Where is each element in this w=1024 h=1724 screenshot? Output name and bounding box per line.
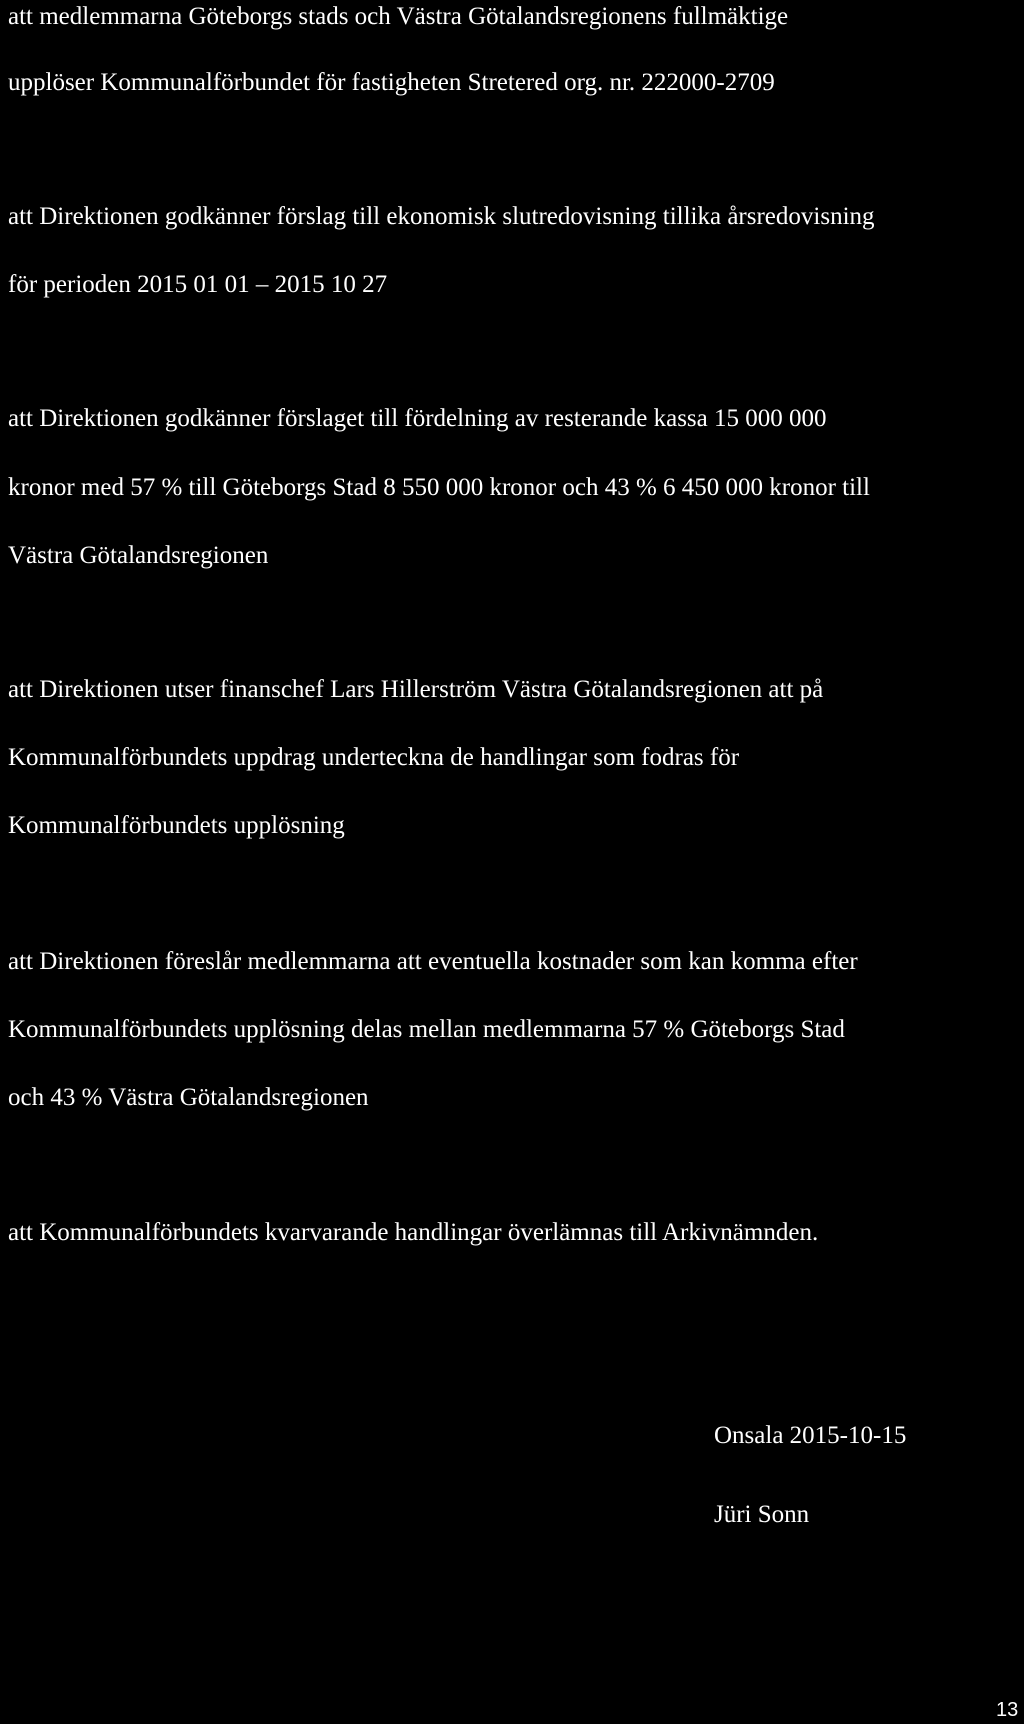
text-line: Kommunalförbundets upplösning delas mellan medlemmarna 57 % Göteborgs Stad	[8, 1016, 845, 1043]
text-line: att Direktionen godkänner förslaget till fördelning av resterande kassa 15 000 000	[8, 405, 827, 432]
text-line: upplöser Kommunalförbundet för fastigheten Stretered org. nr. 222000-2709	[8, 69, 775, 96]
page-number: 13	[996, 1699, 1019, 1721]
text-line: att Direktionen föreslår medlemmarna att eventuella kostnader som kan komma efter	[8, 948, 858, 975]
text-line: och 43 % Västra Götalandsregionen	[8, 1084, 369, 1111]
text-line: att Direktionen godkänner förslag till ekonomisk slutredovisning tillika årsredovisning	[8, 203, 875, 230]
text-line: Västra Götalandsregionen	[8, 542, 269, 569]
text-line: Kommunalförbundets uppdrag underteckna de handlingar som fodras för	[8, 744, 740, 771]
text-line: att Direktionen utser finanschef Lars Hillerström Västra Götalandsregionen att på	[8, 676, 824, 703]
text-line: att medlemmarna Göteborgs stads och Västra Götalandsregionens fullmäktige	[8, 3, 789, 30]
place-date: Onsala 2015-10-15	[714, 1422, 907, 1449]
text-line: för perioden 2015 01 01 – 2015 10 27	[8, 271, 388, 298]
text-line: kronor med 57 % till Göteborgs Stad 8 550 000 kronor och 43 % 6 450 000 kronor till	[8, 474, 870, 501]
signature-name: Jüri Sonn	[714, 1501, 810, 1528]
text-line: Kommunalförbundets upplösning	[8, 812, 345, 839]
text-line: att Kommunalförbundets kvarvarande handlingar överlämnas till Arkivnämnden.	[8, 1219, 819, 1246]
